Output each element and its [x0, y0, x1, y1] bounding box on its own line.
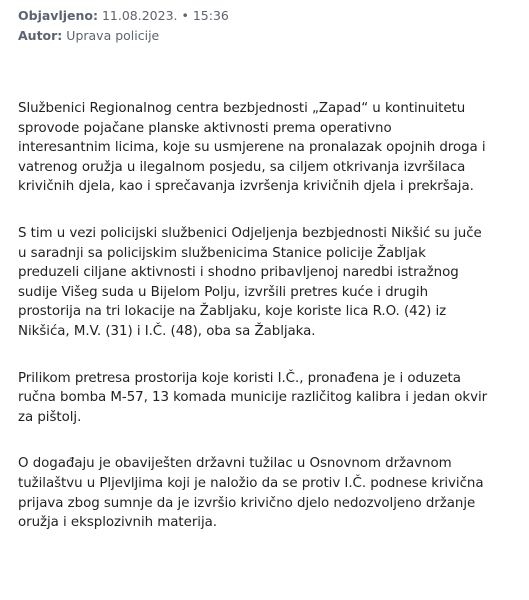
article-paragraph-2: S tim u vezi policijski službenici Odjeljenja bezbjednosti Nikšić su juče u saradnji sa policijskim službenicima Stanice policije Žabljak preduzeli ciljane aktivnosti i shodno pribavljenoj naredbi istražnog sudije Višeg suda u Bijelom Polju, izvršili pretres kuće i drugih prostorija na tri lokacije na Žabljaku, koje koriste lica R.O. (42) iz Nikšića, M.V. (31) i I.Č. (48), oba sa Žabljaka. [18, 225, 482, 339]
published-row [18, 6, 511, 26]
author-row [18, 26, 511, 46]
article-paragraph-1: Službenici Regionalnog centra bezbjednosti „Zapad“ u kontinuitetu sprovode pojačane planske aktivnosti prema operativno interesantnim licima, koje su usmjerene na pronalazak opojnih droga i vatrenog oružja u ilegalnom posjedu, sa ciljem otkrivanja izvršilaca krivičnih djela, kao i sprečavanja izvršenja krivičnih djela i prekršaja. [18, 101, 486, 195]
author-name: Uprava policije [66, 28, 160, 43]
article-paragraph-4: O događaju je obaviješten državni tužilac u Osnovnom državnom tužilaštvu u Pljevljima koji je naložio da se protiv I.Č. podnese krivična prijava zbog sumnje da je izvršio krivično djelo nedozvoljeno držanje oružja i eksplozivnih materija. [18, 456, 484, 531]
article-meta [18, 0, 511, 46]
article-body [18, 99, 511, 533]
article-paragraph-3: Prilikom pretresa prostorija koje koristi I.Č., pronađena je i oduzeta ručna bomba M-57, 13 komada municije različitog kalibra i jedan okvir za pištolj. [18, 370, 488, 425]
published-label: Objavljeno: [18, 8, 98, 23]
author-label: Autor: [18, 28, 63, 43]
published-date: 11.08.2023. • 15:36 [101, 8, 229, 23]
